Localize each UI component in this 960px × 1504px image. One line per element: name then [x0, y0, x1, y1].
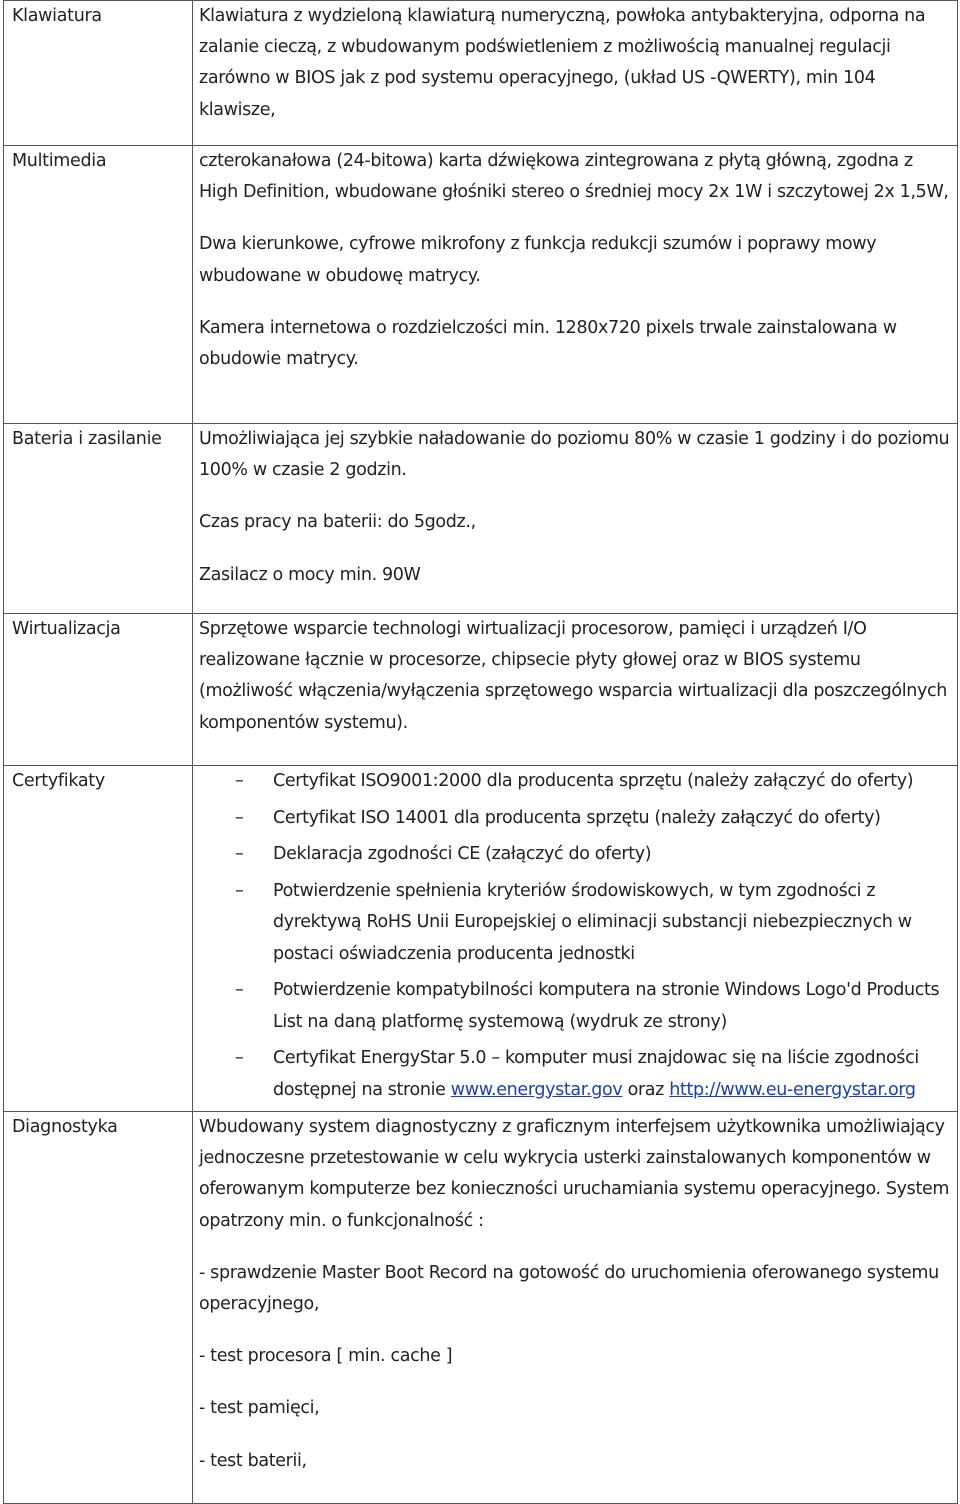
table-row-diagnostics	[4, 1112, 958, 1504]
cpu-test-text: - test procesora [ min. cache ]	[199, 1346, 453, 1367]
row-label: Diagnostyka	[4, 1112, 193, 1504]
dash-bullet: –	[235, 844, 244, 864]
keyboard-text: Klawiatura z wydzieloną klawiaturą numeryczną, powłoka antybakteryjna, odporna na zalanie cieczą, z wbudowanym podświetleniem z możliwością manualnej regulacji zarówno w BIOS jak z pod systemu operacyjnego, (układ US -QWERTY), min 104 klawisze,	[199, 6, 926, 120]
row-content	[193, 424, 958, 614]
row-content	[193, 1112, 958, 1504]
dash-bullet: –	[235, 980, 244, 1000]
diagnostics-text: Wbudowany system diagnostyczny z graficznym interfejsem użytkownika umożliwiający jednoczesne przetestowanie w celu wykrycia usterki zainstalowanych komponentów w oferowanym komputerze bez konieczności uruchamiania systemu operacyjnego. System opatrzony min. o funkcjonalność :	[199, 1117, 950, 1231]
list-item: – Certyfikat ISO9001:2000 dla producenta sprzętu (należy załączyć do oferty)	[235, 766, 951, 798]
dash-bullet: –	[235, 1048, 244, 1068]
camera-text: Kamera internetowa o rozdzielczości min. 1280x720 pixels trwale zainstalowana w obudowie matrycy.	[199, 317, 897, 370]
dash-bullet: –	[235, 807, 244, 828]
list-item: – Potwierdzenie spełnienia kryteriów środowiskowych, w tym zgodności z dyrektywą RoHS Unii Europejskiej o eliminacji substancji niebezpiecznych w postaci oświadczenia producenta jednostki	[235, 876, 951, 971]
charging-text: Umożliwiająca jej szybkie naładowanie do poziomu 80% w czasie 1 godziny i do poziomu 100% w czasie 2 godzin.	[199, 429, 950, 481]
row-label: Bateria i zasilanie	[4, 424, 193, 614]
row-content	[193, 614, 958, 766]
row-label: Klawiatura	[4, 1, 193, 146]
row-label: Multimedia	[4, 146, 193, 424]
row-content	[193, 1, 958, 146]
power-supply-text: Zasilacz o mocy min. 90W	[199, 564, 421, 585]
dash-bullet: –	[235, 880, 244, 901]
microphones-text: Dwa kierunkowe, cyfrowe mikrofony z funkcja redukcji szumów i poprawy mowy wbudowane w obudowę matrycy.	[199, 234, 877, 286]
audio-text: czterokanałowa (24-bitowa) karta dźwiękowa zintegrowana z płytą główną, zgodna z High Definition, wbudowane głośniki stereo o średniej mocy 2x 1W i szczytowej 2x 1,5W,	[199, 151, 949, 203]
dash-bullet: –	[235, 771, 244, 791]
table-row-certificates	[4, 766, 958, 1112]
row-content	[193, 766, 958, 1112]
list-item: – Potwierdzenie kompatybilności komputera na stronie Windows Logo'd Products List na daną platformę systemową (wydruk ze strony)	[235, 975, 951, 1038]
list-item: – Certyfikat ISO 14001 dla producenta sprzętu (należy załączyć do oferty)	[235, 803, 951, 835]
energystar-gov-link[interactable]: www.energystar.gov	[450, 1079, 623, 1100]
battery-life-text: Czas pracy na baterii: do 5godz.,	[199, 512, 476, 533]
eu-energystar-link[interactable]: http://www.eu-energystar.org	[669, 1079, 916, 1100]
table-row-virtualization	[4, 614, 958, 766]
list-item: – Deklaracja zgodności CE (załączyć do oferty)	[235, 839, 951, 871]
battery-test-text: - test baterii,	[199, 1450, 307, 1471]
certificates-list	[199, 766, 951, 1106]
table-row-battery	[4, 424, 958, 614]
virtualization-text: Sprzętowe wsparcie technologi wirtualizacji procesorow, pamięci i urządzeń I/O realizowane łącznie w procesorze, chipsecie płyty głowej oraz w BIOS systemu (możliwość włączenia/wyłączenia sprzętowego wsparcia wirtualizacji dla poszczególnych komponentów systemu).	[199, 619, 948, 733]
mbr-check-text: - sprawdzenie Master Boot Record na gotowość do uruchomienia oferowanego systemu operacyjnego,	[199, 1262, 939, 1315]
table-row-multimedia	[4, 146, 958, 424]
table-row-keyboard	[4, 1, 958, 146]
row-label: Certyfikaty	[4, 766, 193, 1112]
list-item-energystar: – Certyfikat EnergyStar 5.0 – komputer musi znajdowac się na liście zgodności dostępnej na stronie www.energystar.gov oraz http://www.eu-energystar.org	[235, 1043, 951, 1106]
row-content	[193, 146, 958, 424]
row-label: Wirtualizacja	[4, 614, 193, 766]
memory-test-text: - test pamięci,	[199, 1398, 320, 1419]
spec-table	[3, 0, 958, 1504]
